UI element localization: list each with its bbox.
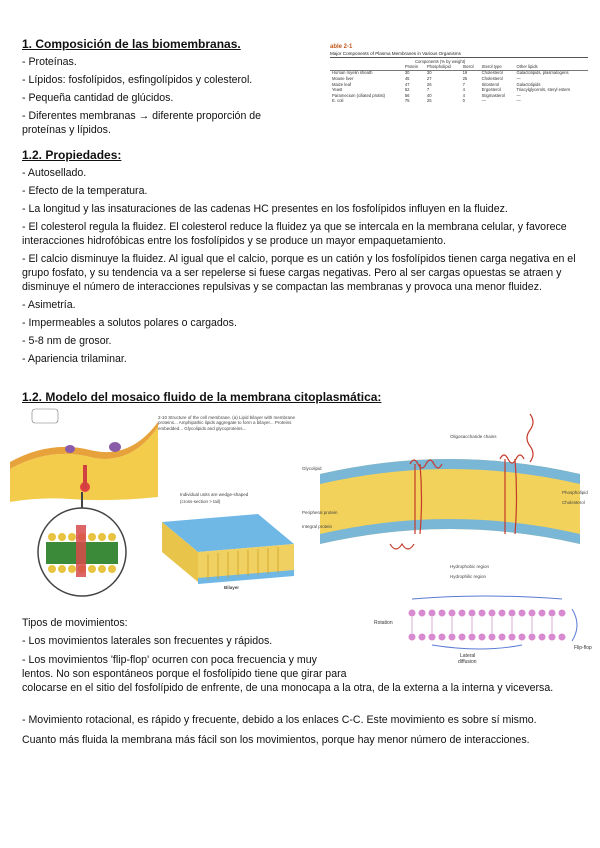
movement-item: - Movimiento rotacional, es rápido y frecuente, debido a los enlaces C-C. Este movimiento es sobre sí mismo. [22,714,537,726]
table-cell: Paramecium (ciliated protist) [332,92,386,98]
table-cell: — [516,98,521,104]
table-header-cell: Other lipids [514,64,588,70]
table-cell: — [516,92,521,98]
section2-list [22,167,582,371]
movements-diagram [372,593,596,665]
table-cell: Sitosterol [481,81,500,87]
table-cell: 52 [404,87,410,93]
figure-label: Hydrophilic region [450,574,487,579]
figure-caption: 2-10 Structure of the cell membrane. (a) Lipid bilayer with membrane proteins... Amphipathic lipids aggregate to form a bilayer... Proteins embedded... Glycolipids and glycoproteins... [158,415,296,431]
list-item: - La longitud y las insaturaciones de las cadenas HC presentes en los fosfolípidos influyen en la fluidez. [22,202,508,215]
table-cell: 45 [404,75,410,81]
table-cell: 26 [426,81,432,87]
movement-item: - Los movimientos 'flip-flop' ocurren con poca frecuencia y muy [22,654,317,666]
table-cell: Galactolipids, plasmalogens [516,70,569,76]
list-item: - Proteínas. [22,56,77,68]
bilayer-drawing [158,504,298,594]
movement-conclusion: Cuanto más fluida la membrana más fácil son los movimientos, porque hay menor número de interacciones. [22,734,530,746]
fluid-mosaic-figure [300,404,592,584]
flip-flop-label: Flip-flop [574,645,592,651]
callout-box [32,409,58,423]
bilayer-label: (cross-section > tail) [180,499,221,504]
figure-label: Oligosaccharide chains [450,434,497,439]
table-cell: 75 [404,98,410,104]
peripheral-protein [390,544,414,549]
table-cell: 40 [426,92,432,98]
table-number: able 2-1 [330,44,353,50]
list-item: - El calcio disminuye la fluidez. Al igual que el calcio, porque es un catión y los fosfolípidos tienen carga negativa en el grupo fosfato, y su tendencia va a ser repelerse si fuese cargas negativas. Pero al ser cargas opuestas se atraen y disminuye el número de interacciones repulsivas y se compactan las membranas y provoca una menor fluidez. [22,252,576,293]
table-cell: 25 [462,75,468,81]
table-header-cell: Protein [403,64,425,70]
cell-membrane-illustration [10,407,158,607]
table-cell: 27 [426,75,432,81]
list-item: - 5-8 nm de grosor. [22,334,112,347]
figure-label: Glycolipid [302,466,322,471]
figure-label: Phospholipid [562,490,588,495]
table-cell: 47 [404,81,410,87]
list-item: - Impermeables a solutos polares o cargados. [22,316,237,329]
table-cell: 7 [462,81,465,87]
lateral-label: Lateral [460,653,476,659]
table-cell: Ergosterol [481,87,501,93]
table-cell: Cholesterol [481,75,503,81]
bilayer-caption: Bilayer [224,585,240,590]
table-header-cell: Sterol type [480,64,515,70]
list-item: - Autosellado. [22,167,87,179]
membrane-components-table [330,44,588,144]
table-cell: 56 [404,92,410,98]
list-item: - Lípidos: fosfolípidos, esfingolípidos y colesterol. [22,74,253,86]
list-item: - Apariencia trilaminar. [22,352,127,365]
table-cell: 4 [462,87,465,93]
list-item: - El colesterol regula la fluidez. El colesterol reduce la fluidez ya que se intercala en la membrana celular, y favorece interacciones hidrofóbicas entre los fosfolípidos y se produce un mayor empaquetamiento. [22,220,567,247]
list-item: - Efecto de la temperatura. [22,184,148,197]
diffusion-label: diffusion [458,659,477,665]
bilayer-label: Individual units are wedge-shaped [180,492,249,497]
rotation-label: Rotation [374,620,393,626]
arrow-icon [412,596,562,599]
table-cell: Triacylglycerols, steryl esters [516,87,571,93]
protein-icon [109,442,121,452]
list-item: - Diferentes membranas → diferente proporción de [22,110,262,122]
table-cell: Mouse liver [332,75,354,81]
table-cell: Stigmasterol [481,92,505,98]
movement-item: - Los movimientos laterales son frecuentes y rápidos. [22,635,273,647]
table-cell: — [516,75,521,81]
figure-label: Cholesterol [562,500,585,505]
table-cell: Cholesterol [481,70,503,76]
table-cell: Human myelin sheath [332,70,373,76]
list-item: proteínas y lípidos. [22,124,111,136]
movements-title: Tipos de movimientos: [22,617,128,629]
transmembrane-protein [76,525,86,577]
table-cell: Maize leaf [332,81,352,87]
section1-list [22,56,312,138]
figure-label: Hydrophobic region [450,564,490,569]
table-cell: 0 [462,98,465,104]
table-header-cell: Phospholipid [425,64,461,70]
section3-heading: 1.2. Modelo del mosaico fluido de la membrana citoplasmática: [22,390,382,404]
table-body [330,64,588,104]
table-cell: 30 [426,70,432,76]
table-cell: 19 [462,70,468,76]
section2-heading: 1.2. Propiedades: [22,148,122,162]
table-row [330,99,588,105]
lateral-arrow-icon [432,645,522,649]
table-cell: 4 [462,92,465,98]
oligosaccharide-chain [527,414,533,462]
table-header-cell: Sterol [461,64,480,70]
protein-icon [65,445,75,453]
table-group-header: Components (% by weight) [415,58,466,64]
figure-label: Peripheral protein [302,510,338,515]
table-caption: Major Components of Plasma Membranes in Various Organisms [330,51,588,58]
section1-heading: 1. Composición de las biomembranas. [22,37,241,51]
bilayer-figure [158,492,298,602]
table-cell: — [481,98,486,104]
table-cell: 7 [426,87,430,93]
flip-arrow-icon [572,609,577,641]
table-cell: Galactolipids [516,81,541,87]
table-cell: E. coli [332,98,344,104]
figure-label: Integral protein [302,524,333,529]
movement-item: colocarse en el sitio del fosfolípido de enfrente, de una monocapa a la otra, de la externa a la interna y viceversa. [22,682,554,694]
table-cell: 30 [404,70,410,76]
table-cell: Yeast [332,87,343,93]
list-item: - Pequeña cantidad de glúcidos. [22,92,174,104]
table-cell: 25 [426,98,432,104]
movement-item: lentos. No son espontáneos porque el fosfolípido tiene que girar para [22,668,347,680]
list-item: - Asimetría. [22,298,76,311]
